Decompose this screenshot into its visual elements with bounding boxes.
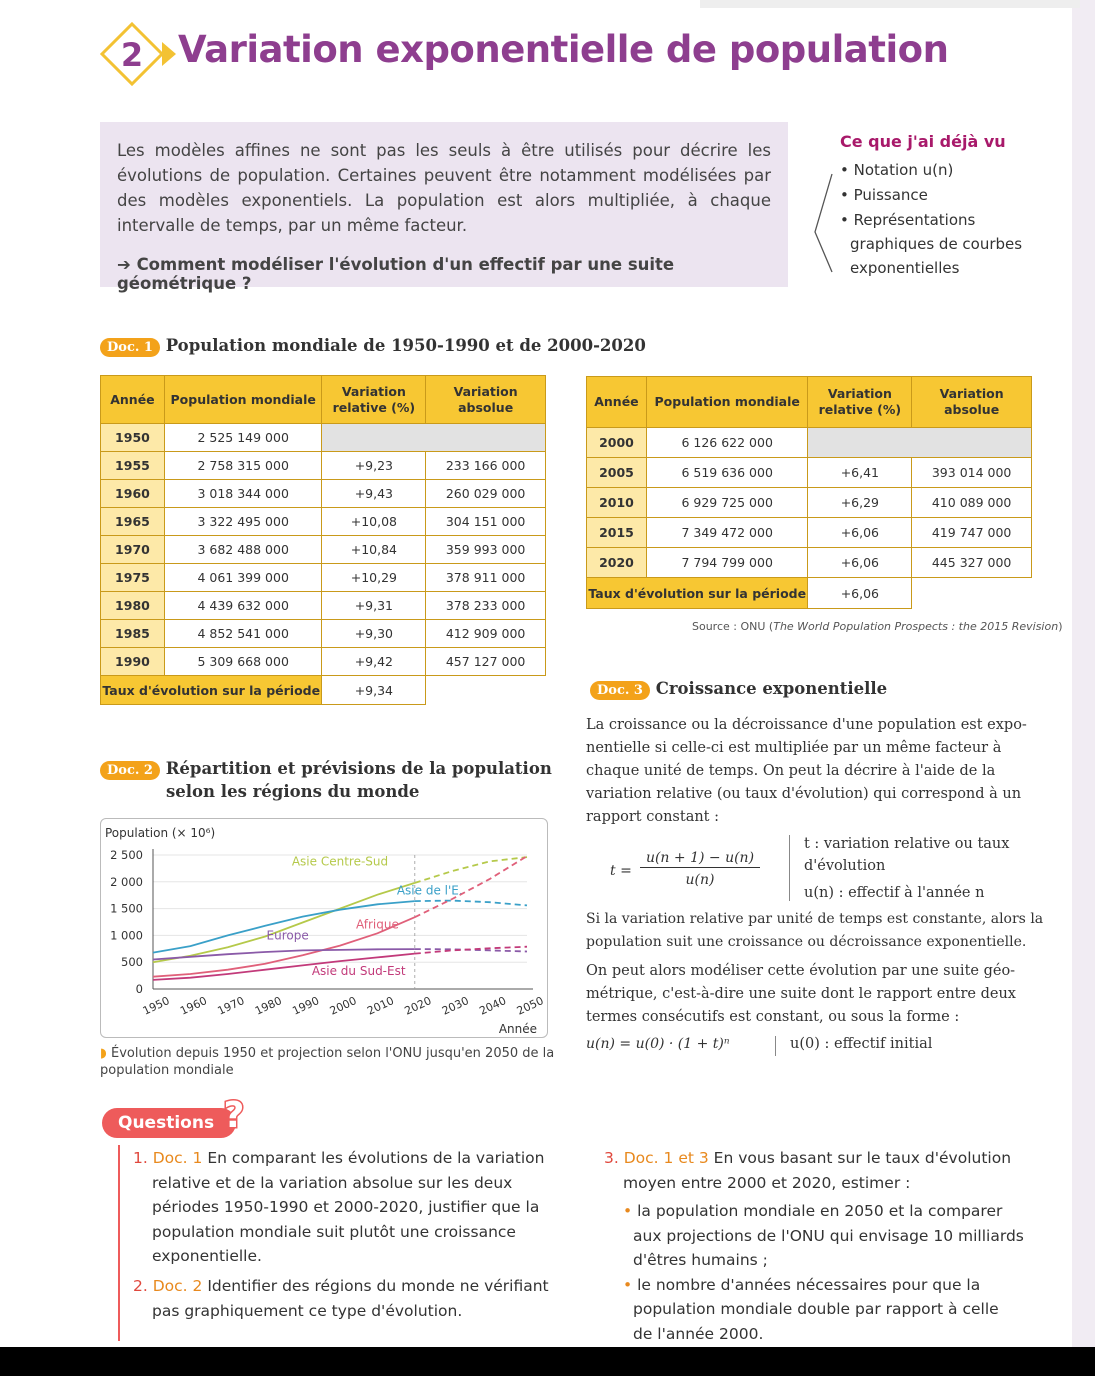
empty-cell	[912, 578, 1032, 609]
brace-icon	[812, 172, 834, 276]
table-rate-row	[101, 676, 546, 705]
table-cell: 359 993 000	[426, 536, 546, 564]
table-cell: 304 151 000	[426, 508, 546, 536]
population-chart	[101, 819, 547, 1037]
population-table-2000-2020	[586, 376, 1032, 609]
table-cell: 260 029 000	[426, 480, 546, 508]
table-rate-row	[587, 578, 1032, 609]
formula-numerator: u(n + 1) − u(n)	[640, 850, 760, 868]
table-cell: 3 322 495 000	[164, 508, 322, 536]
caption-marker-icon: ◗	[100, 1046, 111, 1061]
table-cell: +6,06	[808, 518, 912, 548]
table-cell: +9,31	[322, 592, 426, 620]
text-line: variation relative (ou taux d'évolution) qui correspond à un	[586, 786, 1022, 802]
doc1-title: Population mondiale de 1950-1990 et de 2000-2020	[165, 336, 646, 355]
table-cell: 7 794 799 000	[646, 548, 808, 578]
formula-2-legend: u(0) : effectif initial	[790, 1036, 933, 1052]
bullet-icon: •	[623, 1202, 633, 1220]
doc3-paragraph-3	[586, 960, 1032, 1029]
table-row	[101, 480, 546, 508]
table-cell: 1990	[101, 648, 165, 676]
table-cell: 1970	[101, 536, 165, 564]
rate-label: Taux d'évolution sur la période	[101, 676, 322, 705]
x-tick-label: 1960	[178, 994, 210, 1018]
question-2: 2. Doc. 2 Identifier des régions du monde ne vérifiant pas graphiquement ce type d'évolution.	[133, 1277, 549, 1320]
bullet-line	[604, 1273, 1044, 1298]
table-cell: 2 525 149 000	[164, 424, 322, 452]
formula-denominator: u(n)	[685, 872, 715, 888]
table-row	[101, 648, 546, 676]
series-projection-line	[415, 857, 527, 883]
table-row	[101, 508, 546, 536]
table-cell: 3 682 488 000	[164, 536, 322, 564]
table-cell: +9,30	[322, 620, 426, 648]
doc3-badge: Doc. 3	[590, 681, 650, 700]
table-cell: 1985	[101, 620, 165, 648]
doc1-badge: Doc. 1	[100, 338, 160, 357]
table-row	[101, 620, 546, 648]
table-cell: 2015	[587, 518, 647, 548]
table-cell: 3 018 344 000	[164, 480, 322, 508]
formula2-separator	[775, 1036, 776, 1056]
page-edge-strip	[1072, 0, 1095, 1376]
table-cell: 1965	[101, 508, 165, 536]
text-line: métrique, c'est-à-dire une suite dont le rapport entre deux	[586, 986, 1016, 1002]
header-variation-absolue: Variation absolue	[426, 376, 546, 424]
deja-vu-item: graphiques de courbes	[850, 235, 1023, 253]
table-cell: +9,43	[322, 480, 426, 508]
y-tick-label: 2 500	[110, 848, 143, 862]
bullet-text: la population mondiale en 2050 et la comparer	[632, 1202, 1003, 1220]
arrow-right-icon: ➔	[117, 255, 137, 274]
population-table-1950-1990	[100, 375, 546, 705]
x-tick-label: 2020	[402, 994, 434, 1018]
table-cell: 233 166 000	[426, 452, 546, 480]
table-cell: 419 747 000	[912, 518, 1032, 548]
question-mark-icon	[219, 1094, 249, 1134]
rate-label: Taux d'évolution sur la période	[587, 578, 808, 609]
table-cell: 1980	[101, 592, 165, 620]
formula-t-label: t =	[610, 863, 632, 879]
table-cell: 5 309 668 000	[164, 648, 322, 676]
series-label: Afrique	[355, 917, 399, 932]
doc3-paragraph-1	[586, 714, 1032, 829]
header-variation-relative: Variation relative (%)	[322, 376, 426, 424]
series-label: Asie du Sud-Est	[311, 964, 406, 979]
formula-separator	[789, 835, 790, 901]
table-row	[587, 548, 1032, 578]
text-line: nentielle si celle-ci est multipliée par un même facteur à	[586, 740, 1002, 756]
table-cell: 2000	[587, 428, 647, 458]
table-cell: 2005	[587, 458, 647, 488]
table-cell: 1960	[101, 480, 165, 508]
table-cell: 4 061 399 000	[164, 564, 322, 592]
rate-value: +9,34	[322, 676, 426, 705]
table-cell: 4 852 541 000	[164, 620, 322, 648]
table-row	[587, 458, 1032, 488]
header-variation-relative: Variation relative (%)	[808, 377, 912, 428]
table-cell: +6,06	[808, 548, 912, 578]
series-projection-line	[415, 901, 527, 906]
x-tick-label: 1980	[252, 994, 284, 1018]
table-cell: 1955	[101, 452, 165, 480]
y-tick-label: 0	[135, 982, 143, 996]
table-cell: 412 909 000	[426, 620, 546, 648]
text-line: On peut alors modéliser cette évolution par une suite géo-	[586, 963, 1016, 979]
table-cell: 410 089 000	[912, 488, 1032, 518]
deja-vu-title: Ce que j'ai déjà vu	[840, 132, 1006, 151]
page-title: Variation exponentielle de population	[178, 28, 949, 71]
table-cell: 445 327 000	[912, 548, 1032, 578]
header-variation-absolue: Variation absolue	[912, 377, 1032, 428]
rate-value: +6,06	[808, 578, 912, 609]
table-cell: +10,08	[322, 508, 426, 536]
table-row	[101, 592, 546, 620]
table-cell: 6 126 622 000	[646, 428, 808, 458]
table-cell: +6,29	[808, 488, 912, 518]
table-cell: +9,23	[322, 452, 426, 480]
table-row	[101, 564, 546, 592]
questions-badge: Questions	[102, 1108, 236, 1138]
chart-caption: ◗ Évolution depuis 1950 et projection selon l'ONU jusqu'en 2050 de la population mondiale	[100, 1046, 555, 1078]
deja-vu-item: exponentielles	[850, 259, 960, 277]
deja-vu-item: • Notation u(n)	[840, 161, 954, 179]
x-tick-label: 2030	[439, 994, 471, 1018]
table-row	[101, 536, 546, 564]
table-cell: +10,84	[322, 536, 426, 564]
table-cell: 2010	[587, 488, 647, 518]
deja-vu-item: • Puissance	[840, 186, 928, 204]
table-cell: 378 911 000	[426, 564, 546, 592]
x-axis-label: Année	[498, 1022, 537, 1036]
table-cell	[322, 424, 546, 452]
intro-question: ➔ Comment modéliser l'évolution d'un effectif par une suite géométrique ?	[117, 255, 675, 293]
table-cell: 2 758 315 000	[164, 452, 322, 480]
legend-line: u(n) : effectif à l'année n	[804, 885, 985, 901]
x-tick-label: 2050	[514, 994, 546, 1018]
header-annee: Année	[587, 377, 647, 428]
table-row	[587, 488, 1032, 518]
table-cell	[808, 428, 1032, 458]
legend-line: d'évolution	[804, 858, 886, 874]
series-label: Asie de l'E.	[396, 883, 463, 898]
source-note: Source : ONU (The World Population Prospects : the 2015 Revision)	[692, 620, 1063, 633]
formula-2: u(n) = u(0) · (1 + t)ⁿ	[586, 1036, 730, 1052]
series-label: Europe	[266, 928, 309, 943]
text-line: termes consécutifs est constant, ou sous la forme :	[586, 1009, 960, 1025]
intro-box	[100, 122, 788, 293]
empty-cell	[426, 676, 546, 705]
text-line: chaque unité de temps. On peut la décrire à l'aide de la	[586, 763, 996, 779]
x-tick-label: 1950	[140, 994, 172, 1018]
header-population: Population mondiale	[164, 376, 322, 424]
table-cell: 4 439 632 000	[164, 592, 322, 620]
x-tick-label: 2000	[327, 994, 359, 1018]
section-number: 2	[120, 36, 144, 74]
text-line: La croissance ou la décroissance d'une population est expo-	[586, 717, 1027, 733]
x-tick-label: 1970	[215, 994, 247, 1018]
table-row	[101, 424, 546, 452]
header-population: Population mondiale	[646, 377, 808, 428]
table-cell: 2020	[587, 548, 647, 578]
bottom-bar	[0, 1347, 1095, 1376]
bullet-line	[604, 1199, 1044, 1224]
table-cell: 1950	[101, 424, 165, 452]
doc3-title: Croissance exponentielle	[655, 679, 888, 698]
question-1: 1. Doc. 1 En comparant les évolutions de la variation relative et de la variation absolue sur les deux périodes 1950-1990 et 2000-2020, justifier que la population mondiale suit plutôt une croissance exponentielle.	[133, 1149, 545, 1265]
doc2-badge: Doc. 2	[100, 761, 160, 780]
questions-side-line	[118, 1145, 120, 1341]
doc2-title-line1: Répartition et prévisions de la population	[165, 759, 552, 778]
doc2-title-line2: selon les régions du monde	[166, 782, 420, 801]
table-cell: 6 519 636 000	[646, 458, 808, 488]
chevron-right-icon	[160, 40, 178, 68]
top-stripe	[700, 0, 1080, 8]
deja-vu-item: • Représentations	[840, 211, 976, 229]
header-annee: Année	[101, 376, 165, 424]
table-row	[587, 428, 1032, 458]
text-line: population suit une croissance ou décroissance exponentielle.	[586, 934, 1027, 950]
bullet-text: le nombre d'années nécessaires pour que la	[632, 1275, 981, 1294]
series-projection-line	[415, 949, 527, 951]
table-cell: 6 929 725 000	[646, 488, 808, 518]
formula-legend	[804, 833, 1009, 904]
table-cell: 1975	[101, 564, 165, 592]
y-tick-label: 1 000	[110, 928, 143, 943]
y-tick-label: 1 500	[110, 901, 143, 916]
table-cell: 7 349 472 000	[646, 518, 808, 548]
text-line: Si la variation relative par unité de temps est constante, alors la	[586, 911, 1044, 927]
table-cell: +10,29	[322, 564, 426, 592]
x-tick-label: 2040	[477, 994, 509, 1018]
x-tick-label: 1990	[290, 994, 322, 1018]
doc1-heading	[100, 336, 646, 357]
y-tick-label: 500	[121, 955, 143, 970]
doc3-heading	[590, 679, 887, 700]
table-cell: 378 233 000	[426, 592, 546, 620]
table-cell: 457 127 000	[426, 648, 546, 676]
doc2-heading	[100, 759, 552, 780]
table-cell: +6,41	[808, 458, 912, 488]
table-cell: +9,42	[322, 648, 426, 676]
svg-text:?: ?	[223, 1095, 245, 1134]
y-tick-label: 2 000	[110, 874, 143, 889]
table-row	[587, 518, 1032, 548]
bullet-icon: •	[623, 1275, 633, 1294]
x-tick-label: 2010	[365, 994, 397, 1018]
series-label: Asie Centre-Sud	[291, 854, 389, 869]
text-line: rapport constant :	[586, 809, 719, 825]
y-axis-label: Population (× 10⁶)	[105, 826, 216, 840]
question-3: 3. Doc. 1 et 3 En vous basant sur le taux d'évolution moyen entre 2000 et 2020, estimer : • la population mondiale en 2050 et la comparer aux projections de l'ONU qui envisage 10 milliards d'êtres humains ; • le nombre d'années nécessaires pour que la population mondiale double par rapport à celle de l'année 2000.	[604, 1146, 1044, 1346]
table-row	[101, 452, 546, 480]
intro-paragraph: Les modèles affines ne sont pas les seuls à être utilisés pour décrire les évolutions de population. Certaines peuvent être notamment modélisées par des modèles exponentiels. La population est alors multipliée, à chaque intervalle de temps, par un même facteur.	[117, 141, 771, 235]
doc3-paragraph-2	[586, 908, 1046, 954]
section-number-badge	[100, 22, 164, 86]
table-cell: 393 014 000	[912, 458, 1032, 488]
legend-line: t : variation relative ou taux	[804, 836, 1010, 852]
chart-container	[100, 818, 548, 1038]
